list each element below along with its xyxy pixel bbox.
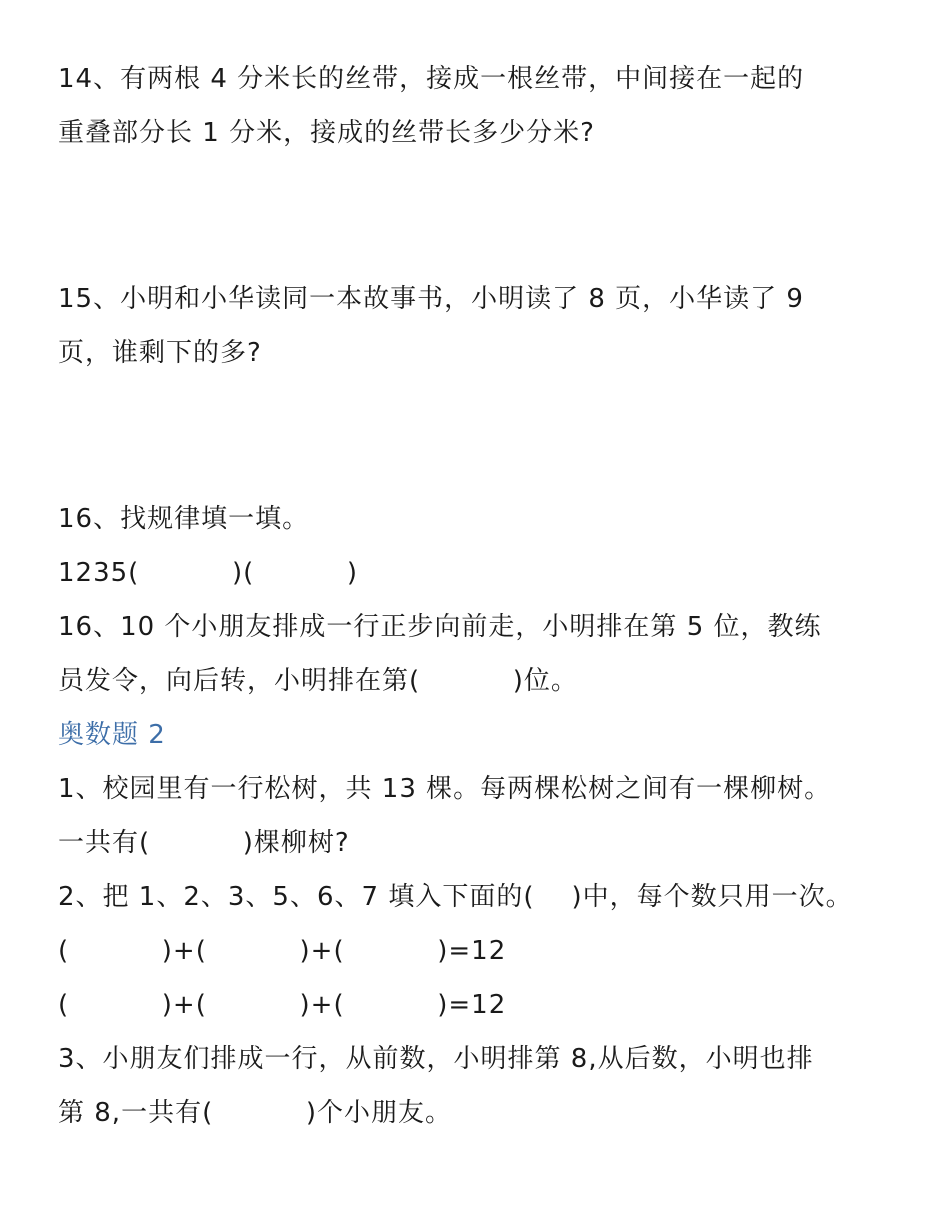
question-14 — [58, 52, 898, 160]
question-16-pattern — [58, 492, 898, 600]
olympiad-question-1-line-1: 1、校园里有一行松树，共 13 棵。每两棵松树之间有一棵柳树。 — [58, 774, 832, 804]
section-heading: 奥数题 2 — [58, 720, 166, 750]
olympiad-question-2 — [58, 870, 898, 1032]
question-16-line-line-2: 员发令，向后转，小明排在第( )位。 — [58, 666, 578, 696]
olympiad-question-2-equation-2: ( )+( )+( )=12 — [58, 990, 507, 1020]
question-15 — [58, 272, 898, 380]
question-16-line — [58, 600, 898, 708]
olympiad-question-2-line-1: 2、把 1、2、3、5、6、7 填入下面的( )中，每个数只用一次。 — [58, 882, 853, 912]
answer-space-14 — [58, 160, 898, 272]
answer-space-15 — [58, 380, 898, 492]
question-15-line-1: 15、小明和小华读同一本故事书，小明读了 8 页，小华读了 9 — [58, 284, 804, 314]
olympiad-question-3-line-1: 3、小朋友们排成一行，从前数，小明排第 8,从后数，小明也排 — [58, 1044, 814, 1074]
olympiad-question-2-equation-1: ( )+( )+( )=12 — [58, 936, 507, 966]
olympiad-question-1 — [58, 762, 898, 870]
worksheet-page — [58, 52, 898, 1140]
olympiad-question-1-line-2: 一共有( )棵柳树? — [58, 828, 350, 858]
question-16-pattern-line-2: 1235( )( ) — [58, 558, 359, 588]
question-14-line-1: 14、有两根 4 分米长的丝带，接成一根丝带，中间接在一起的 — [58, 64, 805, 94]
question-16-pattern-line-1: 16、找规律填一填。 — [58, 504, 310, 534]
olympiad-question-3-line-2: 第 8,一共有( )个小朋友。 — [58, 1098, 453, 1128]
question-16-line-line-1: 16、10 个小朋友排成一行正步向前走，小明排在第 5 位，教练 — [58, 612, 822, 642]
question-14-line-2: 重叠部分长 1 分米，接成的丝带长多少分米? — [58, 118, 595, 148]
question-15-line-2: 页，谁剩下的多? — [58, 338, 262, 368]
olympiad-question-3 — [58, 1032, 898, 1140]
